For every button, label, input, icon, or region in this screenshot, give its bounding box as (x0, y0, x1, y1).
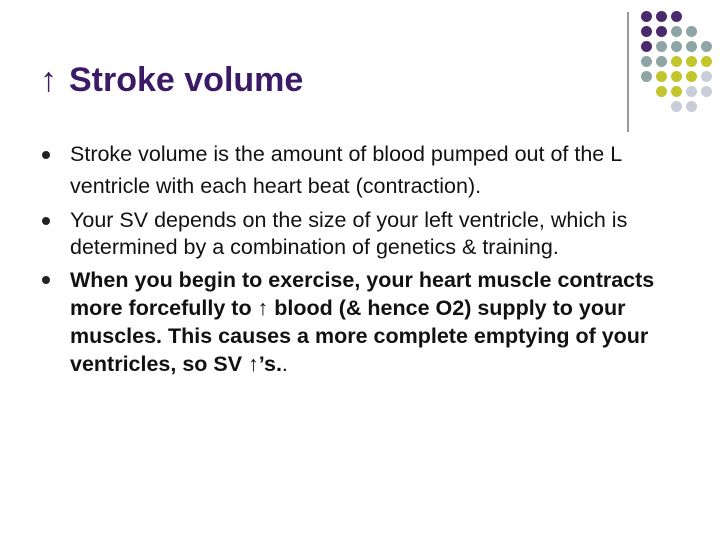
decorative-dot (656, 71, 667, 82)
decorative-dot (656, 11, 667, 22)
slide-title (40, 60, 303, 100)
decorative-dot (641, 26, 652, 37)
bullet-item (40, 138, 700, 202)
decorative-dot (701, 56, 712, 67)
bullet-dot-icon (42, 276, 50, 284)
slide-title-text: Stroke volume (69, 61, 304, 99)
decorative-dot (671, 86, 682, 97)
decorative-dot (671, 11, 682, 22)
up-arrow-icon: ↑ (40, 61, 57, 99)
decorative-dot (656, 26, 667, 37)
decorative-dot (686, 101, 697, 112)
decorative-dot (656, 86, 667, 97)
bullet-dot-icon (42, 217, 50, 225)
bullet-list (40, 138, 700, 383)
decorative-dot (641, 11, 652, 22)
dot-grid-decoration (641, 11, 713, 119)
decorative-dot (641, 71, 652, 82)
bullet-end-period: . (281, 352, 288, 376)
decorative-dot (656, 56, 667, 67)
bullet-dot-icon (42, 151, 50, 159)
decorative-dot (671, 71, 682, 82)
decorative-dot (701, 71, 712, 82)
decorative-dot (671, 41, 682, 52)
bullet-text: Stroke volume is the amount of blood pumped out of the L ventricle with each heart beat (contraction). (70, 142, 622, 198)
decorative-dot (671, 56, 682, 67)
decorative-dot (686, 71, 697, 82)
decorative-dot (701, 41, 712, 52)
decorative-dot (701, 86, 712, 97)
decorative-dot (671, 101, 682, 112)
decorative-dot (686, 56, 697, 67)
divider-line (627, 12, 629, 132)
decorative-dot (686, 86, 697, 97)
decorative-dot (656, 41, 667, 52)
decorative-dot (686, 26, 697, 37)
bullet-item (40, 207, 700, 261)
decorative-dot (671, 26, 682, 37)
decorative-dot (686, 41, 697, 52)
decorative-dot (641, 41, 652, 52)
bullet-text: When you begin to exercise, your heart muscle contracts more forcefully to ↑ blood (& hence O2) supply to your muscles. This causes a more complete emptying of your ventricles, so SV ↑’s. (70, 268, 655, 376)
bullet-text: Your SV depends on the size of your left ventricle, which is determined by a combination of genetics & training. (70, 208, 628, 259)
decorative-dot (641, 56, 652, 67)
bullet-item (40, 266, 700, 378)
